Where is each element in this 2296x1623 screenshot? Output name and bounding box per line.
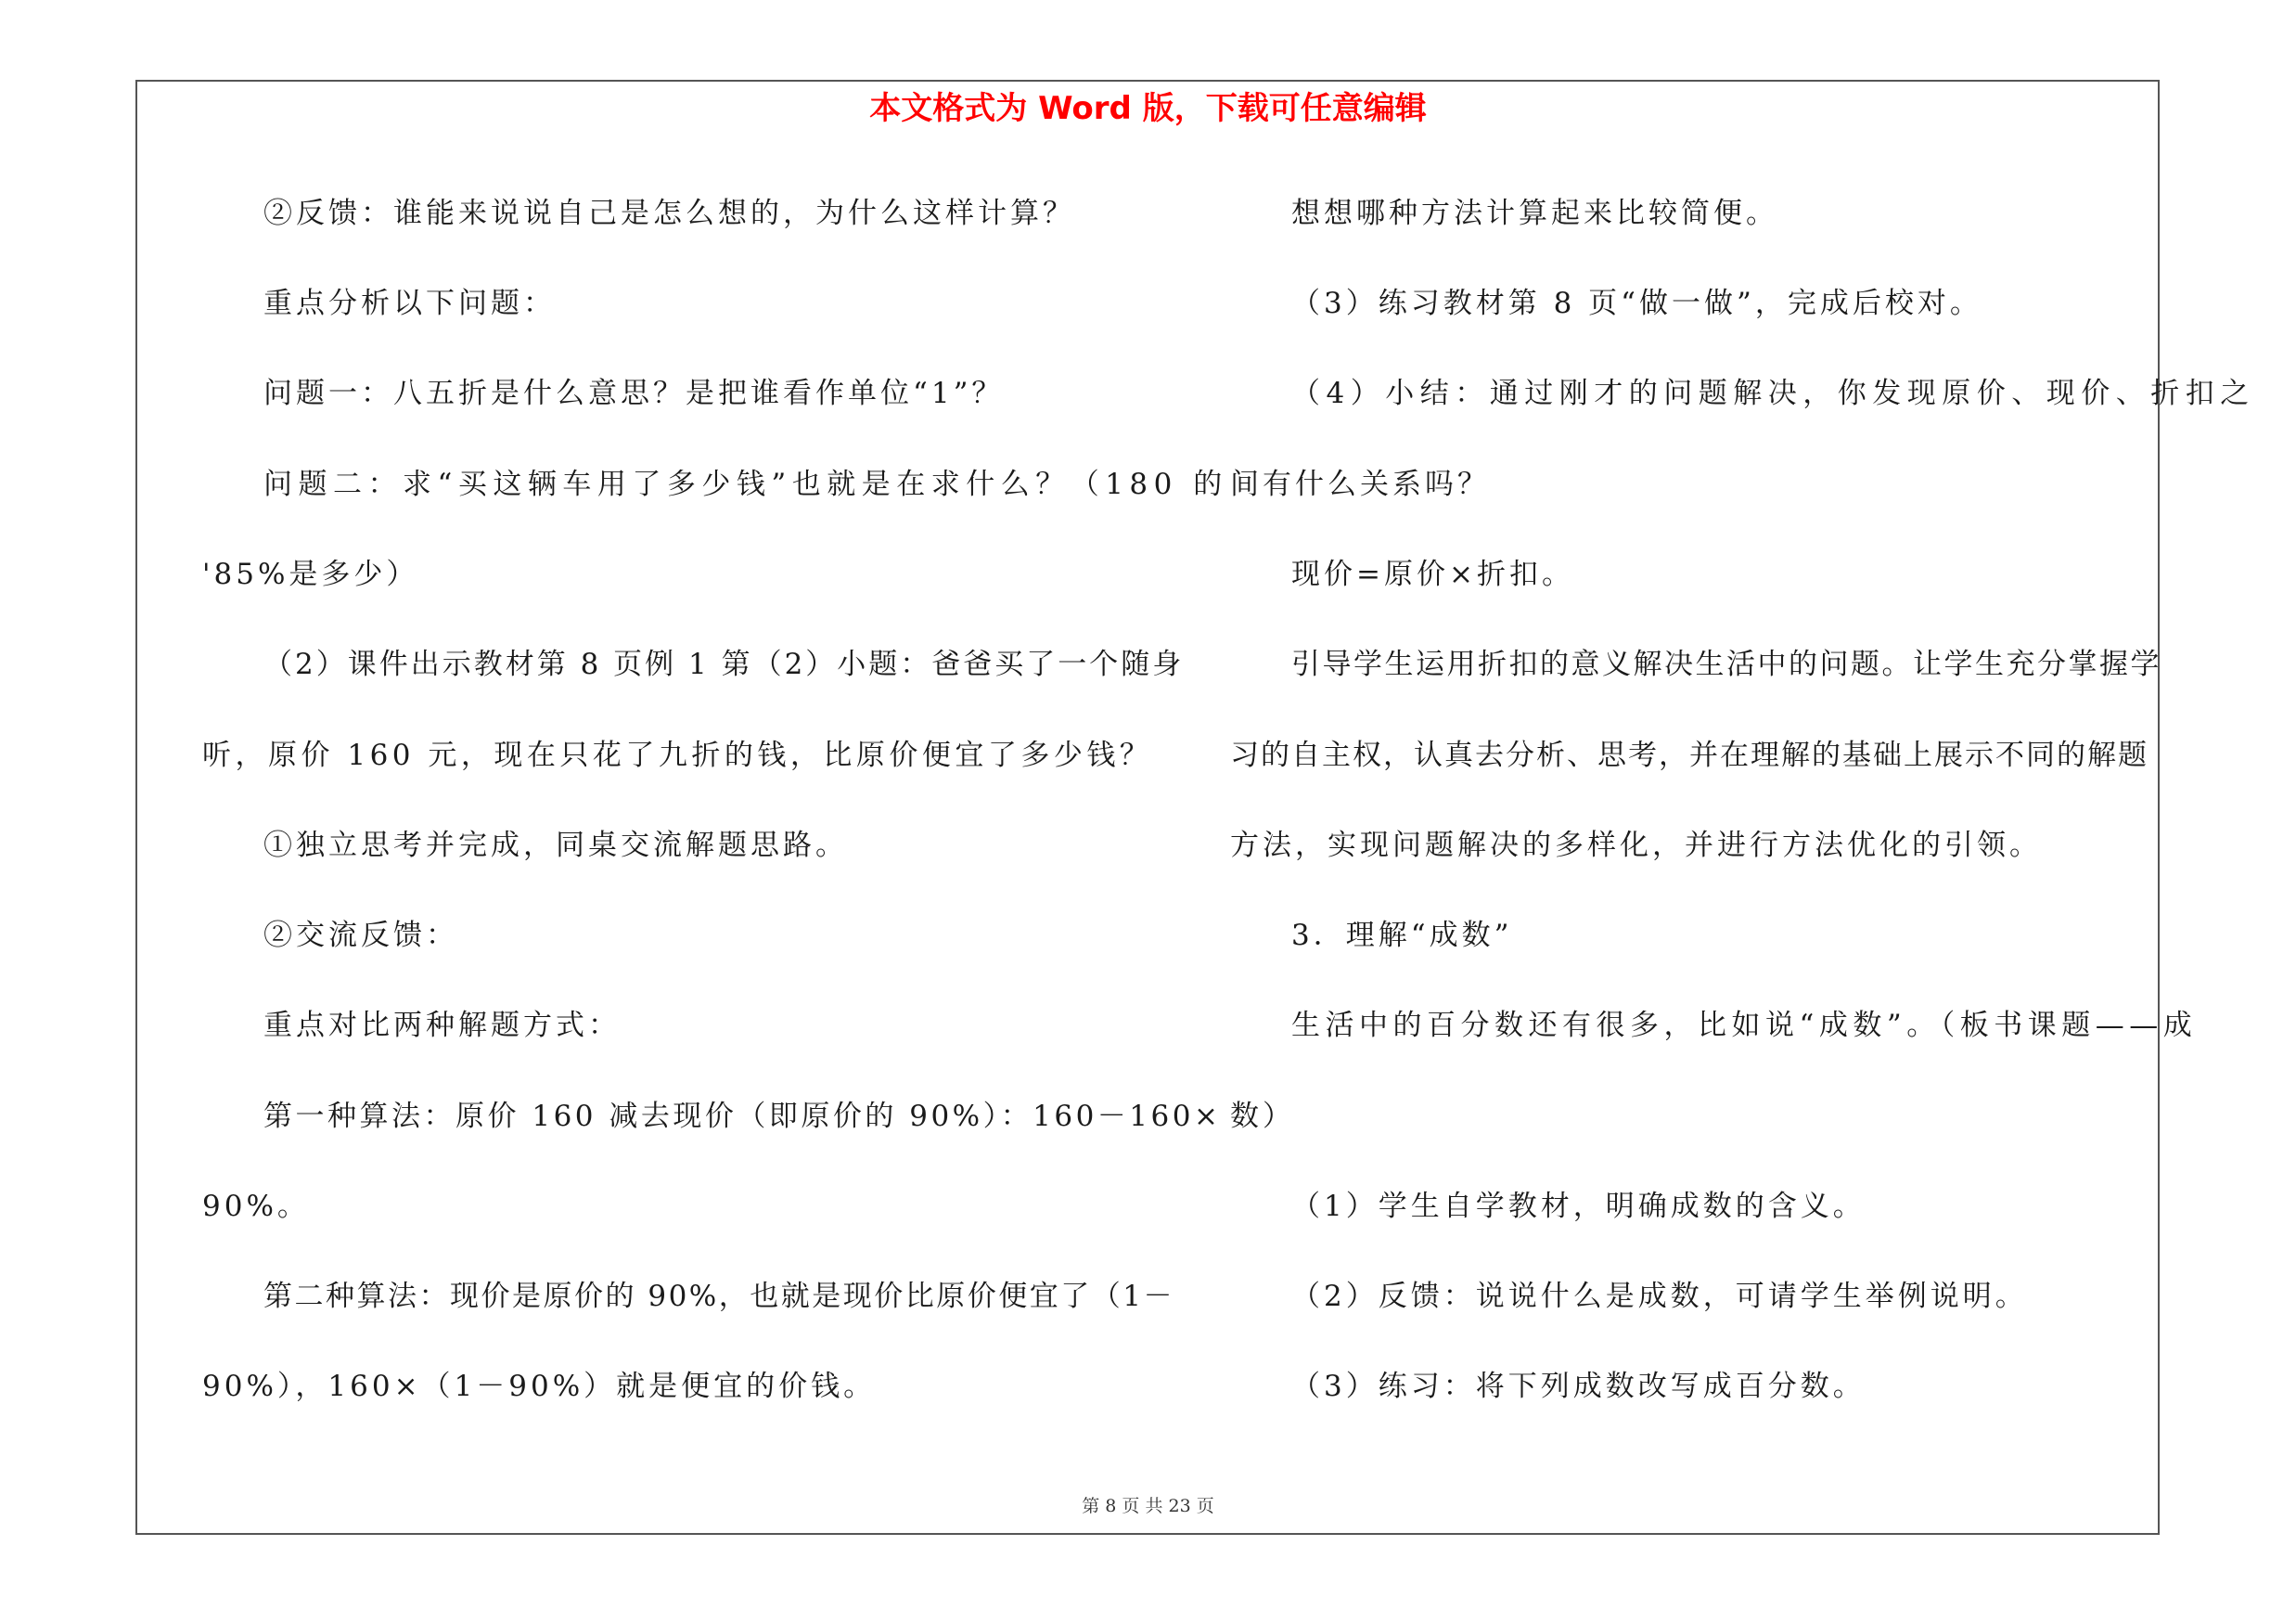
left-line: ①独立思考并完成，同桌交流解题思路。	[263, 829, 848, 862]
right-line: 引导学生运用折扣的意义解决生活中的问题。让学生充分掌握学	[1291, 648, 2161, 681]
page-number-footer: 第 8 页 共 23 页	[1082, 1496, 1214, 1516]
left-line: 听，原价 160 元，现在只花了九折的钱，比原价便宜了多少钱？	[202, 739, 1153, 772]
left-line: 问题一：八五折是什么意思？是把谁看作单位“1”？	[263, 377, 1005, 410]
right-line: 方法，实现问题解决的多样化，并进行方法优化的引领。	[1230, 829, 2042, 862]
right-line: 间有什么关系吗？	[1230, 468, 1490, 501]
word-format-banner: 本文格式为 Word 版，下载可任意编辑	[869, 90, 1427, 127]
right-line: 现价=原价×折扣。	[1291, 558, 1574, 591]
left-line: ②交流反馈：	[263, 919, 458, 952]
right-line: （2）反馈：说说什么是成数，可请学生举例说明。	[1291, 1280, 2028, 1313]
left-line: 90%。	[202, 1190, 310, 1223]
left-line: 第二种算法：现价是原价的 90%，也就是现价比原价便宜了（1－	[263, 1280, 1174, 1313]
left-line: 问题二：求“买这辆车用了多少钱”也就是在求什么？（180 的	[263, 468, 1228, 501]
right-line: （1）学生自学教材，明确成数的含义。	[1291, 1190, 1866, 1223]
right-line: 生活中的百分数还有很多，比如说“成数”。（板书课题——成	[1291, 1009, 2198, 1042]
right-line: 3．理解“成数”	[1291, 919, 1513, 952]
right-line: 想想哪种方法计算起来比较简便。	[1291, 197, 1778, 230]
left-line: 重点对比两种解题方式：	[263, 1009, 621, 1042]
left-line: 第一种算法：原价 160 减去现价（即原价的 90%）：160－160×	[263, 1100, 1222, 1133]
right-line: （3）练习教材第 8 页“做一做”，完成后校对。	[1291, 287, 1982, 320]
left-line: （2）课件出示教材第 8 页例 1 第（2）小题：爸爸买了一个随身	[263, 648, 1185, 681]
right-line: （3）练习：将下列成数改写成百分数。	[1291, 1370, 1866, 1403]
left-line: 90%），160×（1－90%）就是便宜的价钱。	[202, 1370, 877, 1403]
left-line: ②反馈：谁能来说说自己是怎么想的，为什么这样计算？	[263, 197, 1075, 230]
right-line: 习的自主权，认真去分析、思考，并在理解的基础上展示不同的解题	[1230, 739, 2148, 772]
left-line: 重点分析以下问题：	[263, 287, 556, 320]
right-line: （4）小结：通过刚才的问题解决，你发现原价、现价、折扣之	[1291, 377, 2255, 410]
left-line: '85%是多少）	[202, 558, 419, 591]
right-line: 数）	[1230, 1100, 1295, 1133]
